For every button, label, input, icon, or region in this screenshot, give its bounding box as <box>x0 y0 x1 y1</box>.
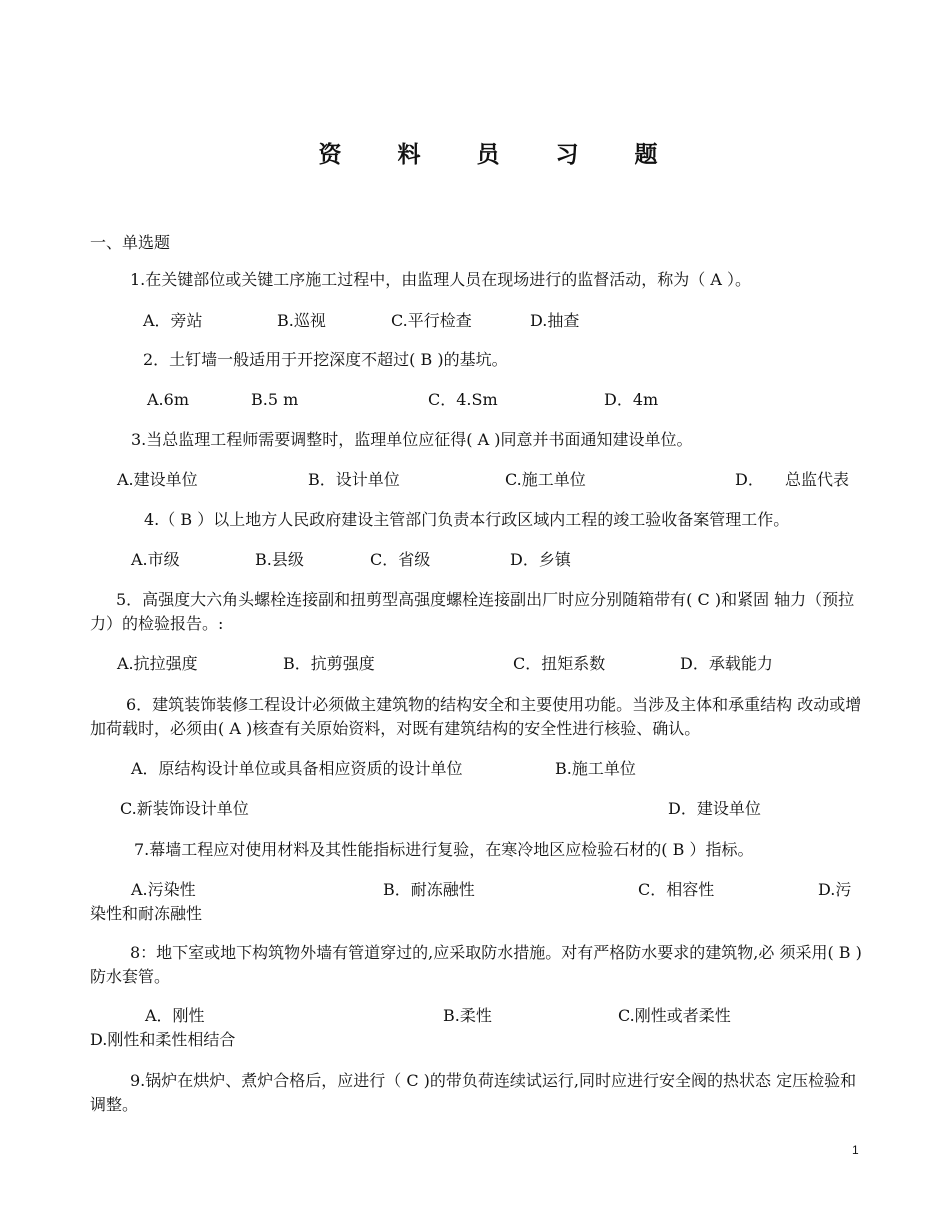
q3-option-d-text: 总监代表 <box>785 470 850 489</box>
question-5: 5．高强度大六角头螺栓连接副和扭剪型高强度螺栓连接副出厂时应分别随箱带有( C )和紧固 轴力（预拉力）的检验报告。: <box>90 590 855 633</box>
question-1: 1.在关键部位或关键工序施工过程中，由监理人员在现场进行的监督活动，称为（ A ）。 <box>130 270 751 289</box>
q4-option-c: C．省级 <box>370 550 431 569</box>
q3-option-c: C.施工单位 <box>505 470 586 489</box>
q4-option-a: A.市级 <box>131 550 180 569</box>
q1-option-a: A．旁站 <box>143 311 203 330</box>
q7-option-d: D.污 <box>818 880 852 899</box>
q1-option-b: B.巡视 <box>277 311 326 330</box>
q6-option-c: C.新装饰设计单位 <box>120 799 249 818</box>
q3-option-a: A.建设单位 <box>117 470 198 489</box>
question-3: 3.当总监理工程师需要调整时，监理单位应征得( A )同意并书面通知建设单位。 <box>131 430 693 449</box>
question-9: 9.锅炉在烘炉、煮炉合格后，应进行（ C )的带负荷连续试运行,同时应进行安全阀的热状态 定压检验和调整。 <box>90 1071 857 1114</box>
q7-option-d-continued: 染性和耐冻融性 <box>90 904 203 923</box>
q2-option-b: B.5 m <box>251 390 299 409</box>
q8-option-d: D.刚性和柔性相结合 <box>90 1030 236 1049</box>
q5-option-c: C．扭矩系数 <box>513 654 606 673</box>
q2-option-d: D．4m <box>604 390 659 409</box>
question-7: 7.幕墙工程应对使用材料及其性能指标进行复验，在寒冷地区应检验石材的( B ）指标。 <box>134 840 754 859</box>
q8-option-b: B.柔性 <box>443 1006 492 1025</box>
q7-option-c: C．相容性 <box>638 880 715 899</box>
q8-option-c: C.刚性或者柔性 <box>618 1006 731 1025</box>
q1-option-c: C.平行检查 <box>391 311 472 330</box>
q5-option-d: D．承载能力 <box>680 654 773 673</box>
question-2: 2．土钉墙一般适用于开挖深度不超过( B )的基坑。 <box>143 350 508 369</box>
question-8: 8：地下室或地下构筑物外墙有管道穿过的,应采取防水措施。对有严格防水要求的建筑物,必 须采用( B )防水套管。 <box>90 943 862 986</box>
q7-option-a: A.污染性 <box>131 880 196 899</box>
q3-option-d: D． <box>735 470 764 489</box>
q4-option-d: D．乡镇 <box>510 550 571 569</box>
page-number: 1 <box>852 1143 859 1157</box>
section-heading: 一、单选题 <box>90 233 171 252</box>
q6-option-b: B.施工单位 <box>555 759 636 778</box>
q2-option-c: C．4.Sm <box>428 390 498 409</box>
q1-option-d: D.抽查 <box>530 311 580 330</box>
q3-option-b: B．设计单位 <box>308 470 400 489</box>
page-title: 资 料 员 习 题 <box>318 141 682 168</box>
q2-option-a: A.6m <box>147 390 189 409</box>
question-4: 4.（ B ）以上地方人民政府建设主管部门负责本行政区域内工程的竣工验收备案管理工作。 <box>144 510 790 529</box>
q6-option-a: A．原结构设计单位或具备相应资质的设计单位 <box>131 759 463 778</box>
q7-option-b: B．耐冻融性 <box>383 880 475 899</box>
q4-option-b: B.县级 <box>255 550 304 569</box>
q8-option-a: A．刚性 <box>145 1006 205 1025</box>
q5-option-a: A.抗拉强度 <box>117 654 198 673</box>
q6-option-d: D．建设单位 <box>668 799 761 818</box>
question-6: 6．建筑装饰装修工程设计必须做主建筑物的结构安全和主要使用功能。当涉及主体和承重结构 改动或增加荷载时，必须由( A )核查有关原始资料，对既有建筑结构的安全性进行核验、确认。 <box>90 695 862 738</box>
q5-option-b: B．抗剪强度 <box>283 654 375 673</box>
